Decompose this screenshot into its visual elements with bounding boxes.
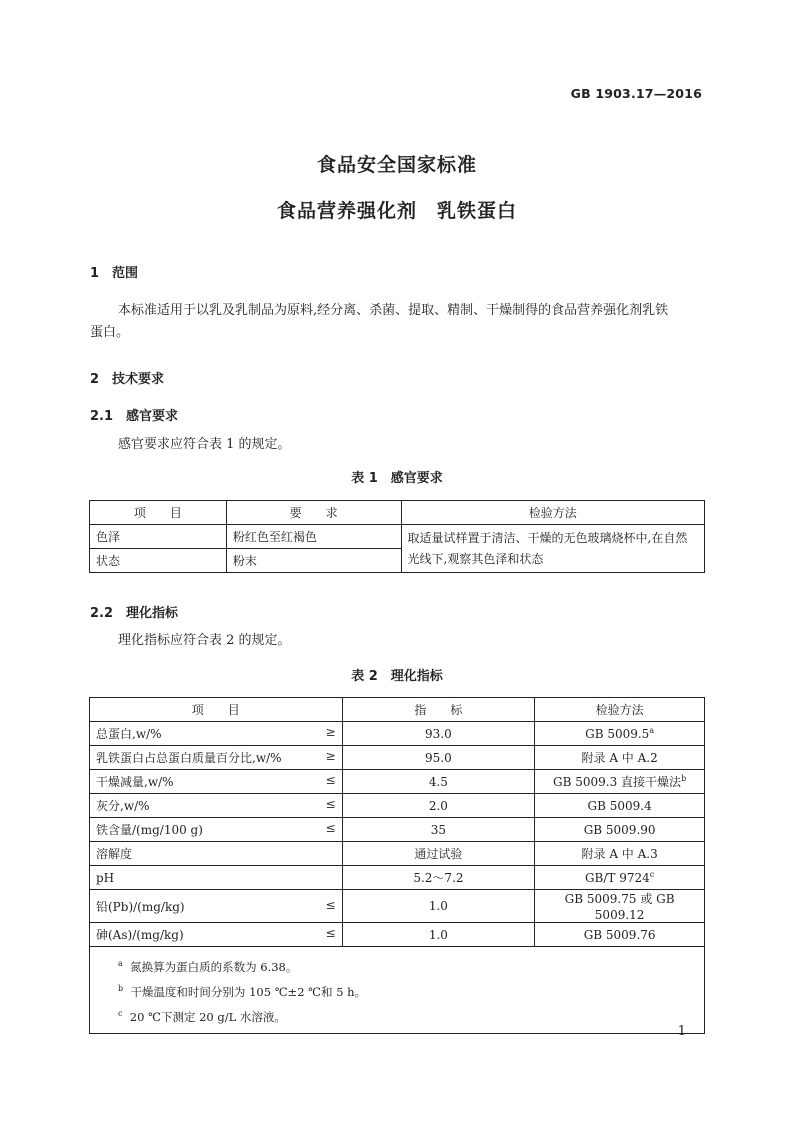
table-notes xyxy=(90,947,705,1034)
item-cell xyxy=(90,746,343,770)
table-header-row xyxy=(90,501,705,525)
method-cell xyxy=(535,770,705,794)
value-cell: 1.0 xyxy=(342,923,535,947)
comparison-symbol: ≤ xyxy=(325,926,336,940)
table-cell: 粉末 xyxy=(226,549,401,573)
footnote xyxy=(118,978,692,1003)
column-header: 检验方法 xyxy=(535,698,705,722)
standard-number: GB 1903.17—2016 xyxy=(570,86,702,101)
table-row xyxy=(90,866,705,890)
comparison-symbol: ≤ xyxy=(325,897,336,912)
item-label: 砷(As)/(mg/kg) xyxy=(96,928,184,942)
value-cell: 93.0 xyxy=(342,722,535,746)
table-2-caption: 表 2 理化指标 xyxy=(351,669,443,684)
value-cell: 5.2～7.2 xyxy=(342,866,535,890)
section-2-1-text: 感官要求应符合表 1 的规定。 xyxy=(118,437,291,452)
test-method-cell xyxy=(401,525,704,573)
method-cell xyxy=(535,866,705,890)
comparison-symbol: ≤ xyxy=(325,773,336,787)
column-header: 项 目 xyxy=(90,501,227,525)
method-cell xyxy=(535,722,705,746)
table-cell: 粉红色至红褐色 xyxy=(226,525,401,549)
method-text: GB 5009.90 xyxy=(583,823,656,837)
table-row xyxy=(90,794,705,818)
item-label: 灰分,w/% xyxy=(96,799,150,813)
table-row xyxy=(90,525,705,549)
table-row xyxy=(90,770,705,794)
footnote-mark: b xyxy=(118,983,124,993)
footnote-text: 20 ℃下测定 20 g/L 水溶液。 xyxy=(129,1009,286,1024)
table-header-row xyxy=(90,698,705,722)
method-cell xyxy=(535,818,705,842)
column-header: 要 求 xyxy=(226,501,401,525)
item-label: pH xyxy=(96,870,115,885)
document-subtitle: 食品营养强化剂 乳铁蛋白 xyxy=(276,200,517,222)
item-cell xyxy=(90,818,343,842)
footnote-mark: b xyxy=(681,774,687,783)
page-number: 1 xyxy=(677,1024,686,1039)
document-title: 食品安全国家标准 xyxy=(316,154,477,176)
item-label: 铁含量/(mg/100 g) xyxy=(96,823,203,837)
comparison-symbol: ≥ xyxy=(325,749,336,763)
table-notes-row xyxy=(90,947,705,1034)
method-cell xyxy=(535,794,705,818)
item-cell xyxy=(90,890,343,923)
section-1-text-line2: 蛋白。 xyxy=(90,325,130,340)
item-label: 干燥减量,w/% xyxy=(96,775,174,789)
method-text: GB/T 9724 xyxy=(584,871,650,885)
section-2-2-text: 理化指标应符合表 2 的规定。 xyxy=(118,633,291,648)
method-line: 取适量试样置于清洁、干燥的无色玻璃烧杯中,在自然 xyxy=(407,530,688,545)
table-row xyxy=(90,842,705,866)
sensory-table xyxy=(89,500,705,573)
section-2-1-heading: 2.1 感官要求 xyxy=(90,409,179,424)
item-cell xyxy=(90,866,343,890)
table-row xyxy=(90,818,705,842)
section-2-heading: 2 技术要求 xyxy=(90,372,165,387)
value-cell: 通过试验 xyxy=(342,842,535,866)
footnote-text: 氮换算为蛋白质的系数为 6.38。 xyxy=(130,959,298,974)
footnote-mark: a xyxy=(118,959,123,968)
item-cell xyxy=(90,842,343,866)
column-header: 指 标 xyxy=(342,698,535,722)
method-cell xyxy=(535,923,705,947)
item-label: 总蛋白,w/% xyxy=(96,727,162,741)
physicochemical-table xyxy=(89,697,705,1034)
value-cell: 2.0 xyxy=(342,794,535,818)
value-cell: 1.0 xyxy=(342,890,535,923)
section-1-text-line1: 本标准适用于以乳及乳制品为原料,经分离、杀菌、提取、精制、干燥制得的食品营养强化剂乳铁 xyxy=(118,303,669,318)
method-text: GB 5009.4 xyxy=(587,799,652,813)
footnote-mark: c xyxy=(649,870,655,879)
comparison-symbol: ≤ xyxy=(325,797,336,811)
table-cell: 色泽 xyxy=(90,525,227,549)
table-row xyxy=(90,722,705,746)
footnote-mark: a xyxy=(649,726,655,735)
table-1-caption: 表 1 感官要求 xyxy=(351,471,443,486)
table-cell: 状态 xyxy=(90,549,227,573)
item-label: 铅(Pb)/(mg/kg) xyxy=(96,899,185,914)
footnote-text: 干燥温度和时间分别为 105 ℃±2 ℃和 5 h。 xyxy=(130,984,367,999)
item-cell xyxy=(90,923,343,947)
footnote xyxy=(118,953,692,978)
method-text: 附录 A 中 A.2 xyxy=(581,751,658,765)
table-row xyxy=(90,746,705,770)
comparison-symbol: ≤ xyxy=(325,821,336,835)
method-cell xyxy=(535,746,705,770)
table-row xyxy=(90,890,705,923)
method-text: 附录 A 中 A.3 xyxy=(581,847,658,861)
column-header: 项 目 xyxy=(90,698,343,722)
item-cell xyxy=(90,722,343,746)
section-2-2-heading: 2.2 理化指标 xyxy=(90,606,179,621)
method-text: GB 5009.3 直接干燥法 xyxy=(553,775,682,789)
item-cell xyxy=(90,794,343,818)
method-text: GB 5009.5 xyxy=(585,727,650,741)
comparison-symbol: ≥ xyxy=(325,725,336,739)
footnote xyxy=(118,1003,692,1028)
item-cell xyxy=(90,770,343,794)
method-text: GB 5009.75 或 GB 5009.12 xyxy=(564,892,675,922)
table-row xyxy=(90,923,705,947)
footnote-mark: c xyxy=(118,1008,123,1018)
method-cell xyxy=(535,890,705,923)
item-label: 乳铁蛋白占总蛋白质量百分比,w/% xyxy=(96,751,282,765)
column-header: 检验方法 xyxy=(401,501,704,525)
value-cell: 35 xyxy=(342,818,535,842)
section-1-heading: 1 范围 xyxy=(90,266,139,281)
value-cell: 4.5 xyxy=(342,770,535,794)
method-text: GB 5009.76 xyxy=(583,928,656,942)
item-label: 溶解度 xyxy=(96,847,133,861)
method-cell xyxy=(535,842,705,866)
method-line: 光线下,观察其色泽和状态 xyxy=(407,551,544,566)
value-cell: 95.0 xyxy=(342,746,535,770)
